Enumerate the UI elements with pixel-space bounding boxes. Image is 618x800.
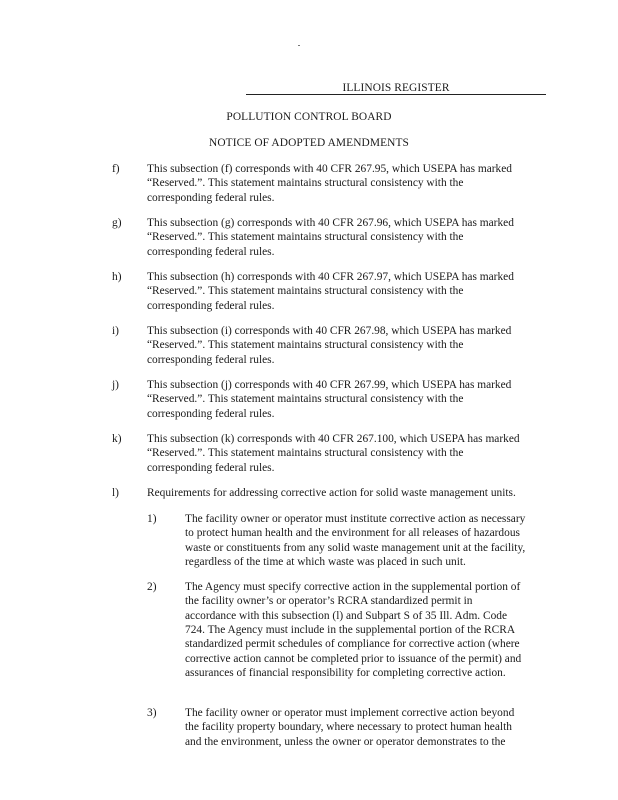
text-line: “Reserved.”. This statement maintains structural consistency with the	[147, 447, 464, 460]
text-line: corresponding federal rules.	[147, 461, 275, 474]
board-title: POLLUTION CONTROL BOARD	[226, 111, 392, 123]
text-line: standardized permit schedules of compliance for corrective action (where	[185, 638, 520, 651]
paragraph-label: 2)	[147, 581, 157, 593]
text-line: Requirements for addressing corrective action for solid waste management units.	[147, 487, 516, 499]
text-line: The facility owner or operator must implement corrective action beyond	[185, 707, 515, 719]
subsection-label: k)	[112, 433, 122, 445]
register-title: ILLINOIS REGISTER	[342, 82, 450, 94]
subsection-label: g)	[112, 217, 122, 229]
text-line: to protect human health and the environment for all releases of hazardous	[185, 527, 520, 540]
scan-speck	[298, 45, 300, 46]
text-line: corresponding federal rules.	[147, 245, 275, 258]
text-line: This subsection (g) corresponds with 40 CFR 267.96, which USEPA has marked	[147, 217, 514, 229]
text-line: This subsection (j) corresponds with 40 CFR 267.99, which USEPA has marked	[147, 379, 512, 391]
text-line: the facility owner’s or operator’s RCRA standardized permit in	[185, 595, 473, 608]
text-line: “Reserved.”. This statement maintains structural consistency with the	[147, 231, 464, 244]
text-line: assurances of financial responsibility for completing corrective action.	[185, 666, 506, 679]
text-line: 724. The Agency must include in the supplemental portion of the RCRA	[185, 623, 516, 636]
text-line: The facility owner or operator must institute corrective action as necessary	[185, 513, 526, 525]
text-line: “Reserved.”. This statement maintains structural consistency with the	[147, 339, 464, 352]
text-line: corresponding federal rules.	[147, 407, 275, 420]
paragraph-label: 1)	[147, 513, 157, 525]
text-line: This subsection (i) corresponds with 40 CFR 267.98, which USEPA has marked	[147, 325, 512, 337]
text-line: corresponding federal rules.	[147, 299, 275, 312]
text-line: and the environment, unless the owner or operator demonstrates to the	[185, 735, 506, 748]
subsection-label: f)	[112, 163, 120, 175]
text-line: corresponding federal rules.	[147, 353, 275, 366]
text-line: This subsection (f) corresponds with 40 CFR 267.95, which USEPA has marked	[147, 163, 513, 175]
subsection-label: j)	[112, 379, 119, 391]
paragraph-label: 3)	[147, 707, 157, 719]
text-line: the facility property boundary, where necessary to protect human health	[185, 721, 512, 734]
header-rule	[246, 94, 546, 95]
text-line: The Agency must specify corrective action in the supplemental portion of	[185, 581, 521, 593]
subsection-label: h)	[112, 271, 122, 283]
text-line: corresponding federal rules.	[147, 191, 275, 204]
text-line: “Reserved.”. This statement maintains structural consistency with the	[147, 285, 464, 298]
subsection-label: i)	[112, 325, 119, 337]
notice-title: NOTICE OF ADOPTED AMENDMENTS	[209, 137, 409, 149]
text-line: accordance with this subsection (l) and Subpart S of 35 Ill. Adm. Code	[185, 609, 508, 622]
text-line: “Reserved.”. This statement maintains structural consistency with the	[147, 393, 464, 406]
subsection-label: l)	[112, 487, 119, 499]
text-line: This subsection (h) corresponds with 40 CFR 267.97, which USEPA has marked	[147, 271, 514, 283]
text-line: This subsection (k) corresponds with 40 CFR 267.100, which USEPA has marked	[147, 433, 520, 445]
text-line: corrective action cannot be completed prior to issuance of the permit) and	[185, 652, 522, 665]
text-line: regardless of the time at which waste was placed in such unit.	[185, 555, 466, 568]
text-line: “Reserved.”. This statement maintains structural consistency with the	[147, 177, 464, 190]
text-line: waste or constituents from any solid waste management unit at the facility,	[185, 541, 526, 554]
